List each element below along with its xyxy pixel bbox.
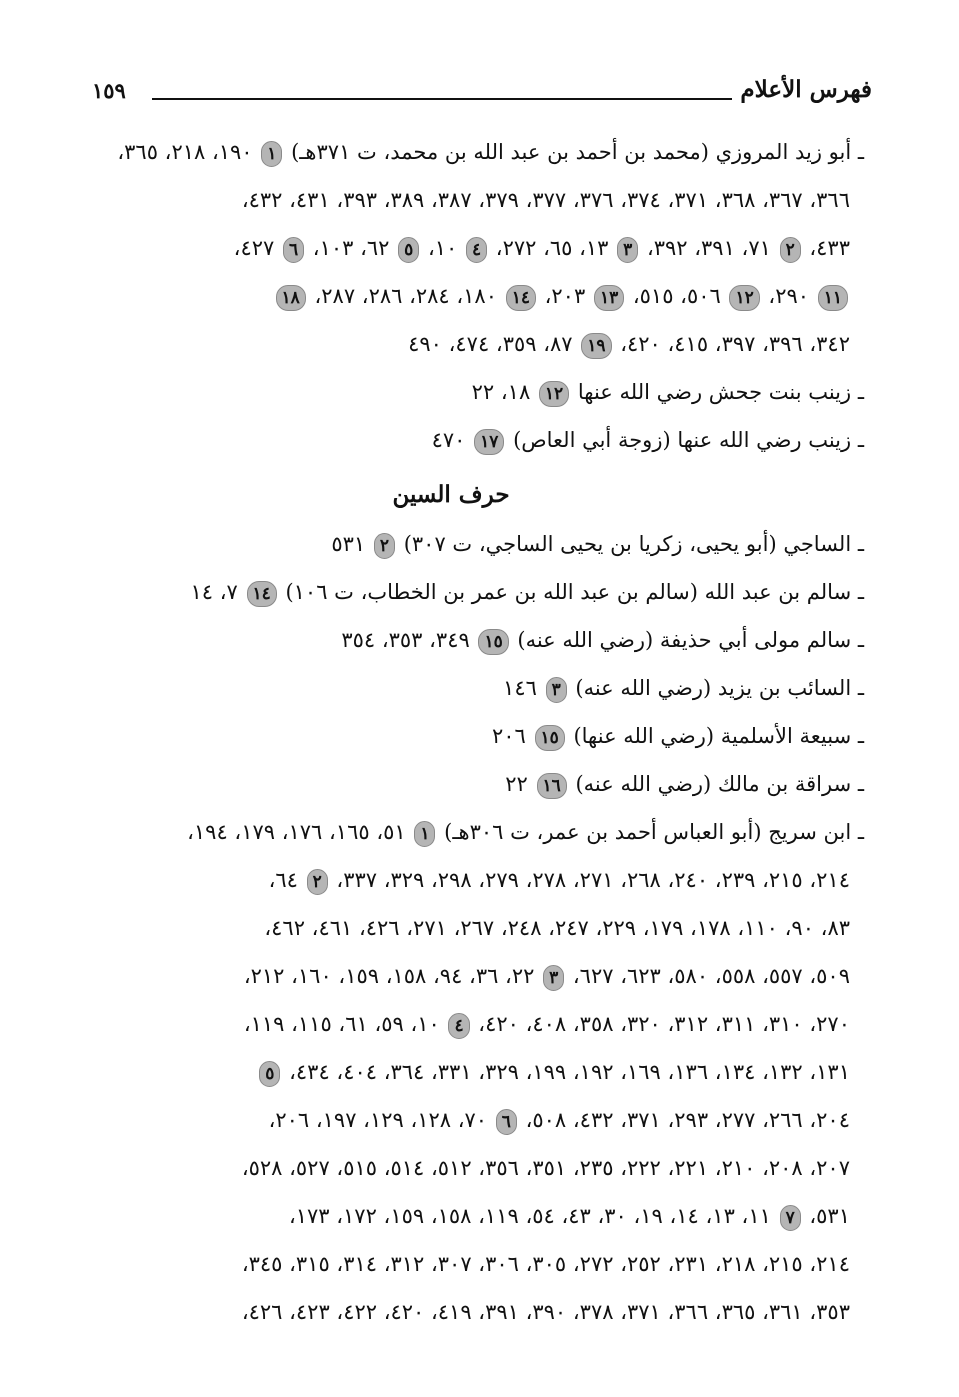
entry-line: ـ أبو زيد المروزي (محمد بن أحمد بن عبد الله بن محمد، ت ٣٧١هـ) ١ ١٩٠، ٢١٨، ٣٦٥،: [78, 128, 864, 176]
chapter-badge: ٢: [374, 533, 395, 559]
entry-line: ـ الساجي (أبو يحيى، زكريا بن يحيى الساجي، ت ٣٠٧) ٢ ٥٣١: [78, 520, 864, 568]
entry-line: ـ زينب رضي الله عنها (زوجة أبي العاص) ١٧ ٤٧٠: [78, 416, 864, 464]
page-header: [92, 70, 872, 120]
index-entry: [78, 568, 864, 616]
chapter-badge: ١٨: [276, 285, 306, 311]
entry-line: ـ سالم مولى أبي حذيفة (رضي الله عنه) ١٥ ٣٤٩، ٣٥٣، ٣٥٤: [78, 616, 864, 664]
entry-line: ـ سالم بن عبد الله (سالم بن عبد الله بن عمر بن الخطاب، ت ١٠٦) ١٤ ٧، ١٤: [78, 568, 864, 616]
section-heading: حرف السين: [392, 481, 510, 508]
chapter-badge: ١٧: [474, 429, 504, 455]
chapter-badge: ١٥: [478, 629, 508, 655]
entry-line: ٢١٤، ٢١٥، ٢٣٩، ٢٤٠، ٢٦٨، ٢٧١، ٢٧٨، ٢٧٩، ٢٩٨، ٣٢٩، ٣٣٧، ٢ ٦٤،: [78, 856, 864, 904]
entry-line: ـ زينب بنت جحش رضي الله عنها ١٢ ١٨، ٢٢: [78, 368, 864, 416]
chapter-badge: ١٢: [539, 381, 569, 407]
index-entry: [78, 128, 864, 368]
chapter-badge: ٦: [283, 237, 304, 263]
chapter-badge: ٣: [543, 965, 564, 991]
index-entry: [78, 712, 864, 760]
index-content: [78, 128, 864, 1336]
header-rule: [152, 98, 732, 100]
chapter-badge: ٥: [259, 1061, 280, 1087]
chapter-badge: ١٢: [729, 285, 759, 311]
entry-line: ٣٦٦، ٣٦٧، ٣٦٨، ٣٧١، ٣٧٤، ٣٧٦، ٣٧٧، ٣٧٩، ٣٨٧، ٣٨٩، ٣٩٣، ٤٣١، ٤٣٢،: [241, 188, 850, 212]
chapter-badge: ٧: [780, 1205, 801, 1231]
index-entry: [78, 616, 864, 664]
entry-line: ٥٠٩، ٥٥٧، ٥٥٨، ٥٨٠، ٦٢٣، ٦٢٧، ٣ ٢٢، ٣٦، ٩٤، ١٥٨، ١٥٩، ١٦٠، ٢١٢،: [78, 952, 864, 1000]
entry-line: ٣٤٢، ٣٩٦، ٣٩٧، ٤١٥، ٤٢٠، ١٩ ٨٧، ٣٥٩، ٤٧٤، ٤٩٠: [78, 320, 864, 368]
index-entry: [78, 520, 864, 568]
entry-line: ٢٧٠، ٣١٠، ٣١١، ٣١٢، ٣٢٠، ٣٥٨، ٤٠٨، ٤٢٠، ٤ ١٠، ٥٩، ٦١، ١١٥، ١١٩،: [78, 1000, 864, 1048]
chapter-badge: ١٩: [581, 333, 611, 359]
entry-line: ٥٣١، ٧ ١١، ١٣، ١٤، ١٩، ٣٠، ٤٣، ٥٤، ١١٩، ١٥٨، ١٥٩، ١٧٢، ١٧٣،: [78, 1192, 864, 1240]
page-number: ١٥٩: [92, 78, 126, 103]
chapter-badge: ١٥: [535, 725, 565, 751]
entry-line: ٢١٤، ٢١٥، ٢١٨، ٢٣١، ٢٥٢، ٢٧٢، ٣٠٥، ٣٠٦، ٣٠٧، ٣١٢، ٣١٤، ٣١٥، ٣٤٥،: [241, 1252, 850, 1276]
chapter-badge: ١٤: [506, 285, 536, 311]
running-title: فهرس الأعلام: [740, 76, 872, 103]
entry-line: ٣٥٣، ٣٦١، ٣٦٥، ٣٦٦، ٣٧١، ٣٧٨، ٣٩٠، ٣٩١، ٤١٩، ٤٢٠، ٤٢٢، ٤٢٣، ٤٢٦،: [241, 1300, 850, 1324]
chapter-badge: ١٣: [594, 285, 624, 311]
chapter-badge: ٣: [546, 677, 567, 703]
entry-line: ـ ابن سريج (أبو العباس أحمد بن عمر، ت ٣٠٦هـ) ١ ٥١، ١٦٥، ١٧٦، ١٧٩، ١٩٤،: [78, 808, 864, 856]
chapter-badge: ٣: [617, 237, 638, 263]
index-entry: [78, 760, 864, 808]
entries-before: [78, 128, 864, 464]
chapter-badge: ٢: [780, 237, 801, 263]
entry-line: ٢٠٧، ٢٠٨، ٢١٠، ٢٢١، ٢٢٢، ٢٣٥، ٣٥١، ٣٥٦، ٥١٢، ٥١٤، ٥١٥، ٥٢٧، ٥٢٨،: [241, 1156, 850, 1180]
entries-after: [78, 520, 864, 1336]
chapter-badge: ٢: [307, 869, 328, 895]
index-entry: [78, 416, 864, 464]
entry-line: ١١ ٢٩٠، ١٢ ٥٠٦، ٥١٥، ١٣ ٢٠٣، ١٤ ١٨٠، ٢٨٤، ٢٨٦، ٢٨٧، ١٨: [78, 272, 864, 320]
chapter-badge: ١: [414, 821, 435, 847]
entry-line: ٢٠٤، ٢٦٦، ٢٧٧، ٢٩٣، ٣٧١، ٤٣٢، ٥٠٨، ٦ ٧٠، ١٢٨، ١٢٩، ١٩٧، ٢٠٦،: [78, 1096, 864, 1144]
chapter-badge: ٤: [466, 237, 487, 263]
chapter-badge: ١١: [818, 285, 848, 311]
entry-line: ـ سراقة بن مالك (رضي الله عنه) ١٦ ٢٢: [78, 760, 864, 808]
entry-line: ١٣١، ١٣٢، ١٣٤، ١٣٦، ١٦٩، ١٩٢، ١٩٩، ٣٢٩، ٣٣١، ٣٦٤، ٤٠٤، ٤٣٤، ٥: [78, 1048, 864, 1096]
index-entry: [78, 808, 864, 1336]
chapter-badge: ١٦: [537, 773, 567, 799]
entry-line: ـ السائب بن يزيد (رضي الله عنه) ٣ ١٤٦: [78, 664, 864, 712]
chapter-badge: ١: [261, 141, 282, 167]
entry-line: ٤٣٣، ٢ ٧١، ٣٩١، ٣٩٢، ٣ ١٣، ٦٥، ٢٧٢، ٤ ١٠، ٥ ٦٢، ١٠٣، ٦ ٤٢٧،: [78, 224, 864, 272]
index-entry: [78, 368, 864, 416]
chapter-badge: ٦: [496, 1109, 517, 1135]
chapter-badge: ٤: [448, 1013, 469, 1039]
chapter-badge: ٥: [398, 237, 419, 263]
index-entry: [78, 664, 864, 712]
entry-line: ـ سبيعة الأسلمية (رضي الله عنها) ١٥ ٢٠٦: [78, 712, 864, 760]
entry-line: ٨٣، ٩٠، ١١٠، ١٧٨، ١٧٩، ٢٢٩، ٢٤٧، ٢٤٨، ٢٦٧، ٢٧١، ٤٢٦، ٤٦١، ٤٦٢،: [264, 916, 850, 940]
chapter-badge: ١٤: [247, 581, 277, 607]
